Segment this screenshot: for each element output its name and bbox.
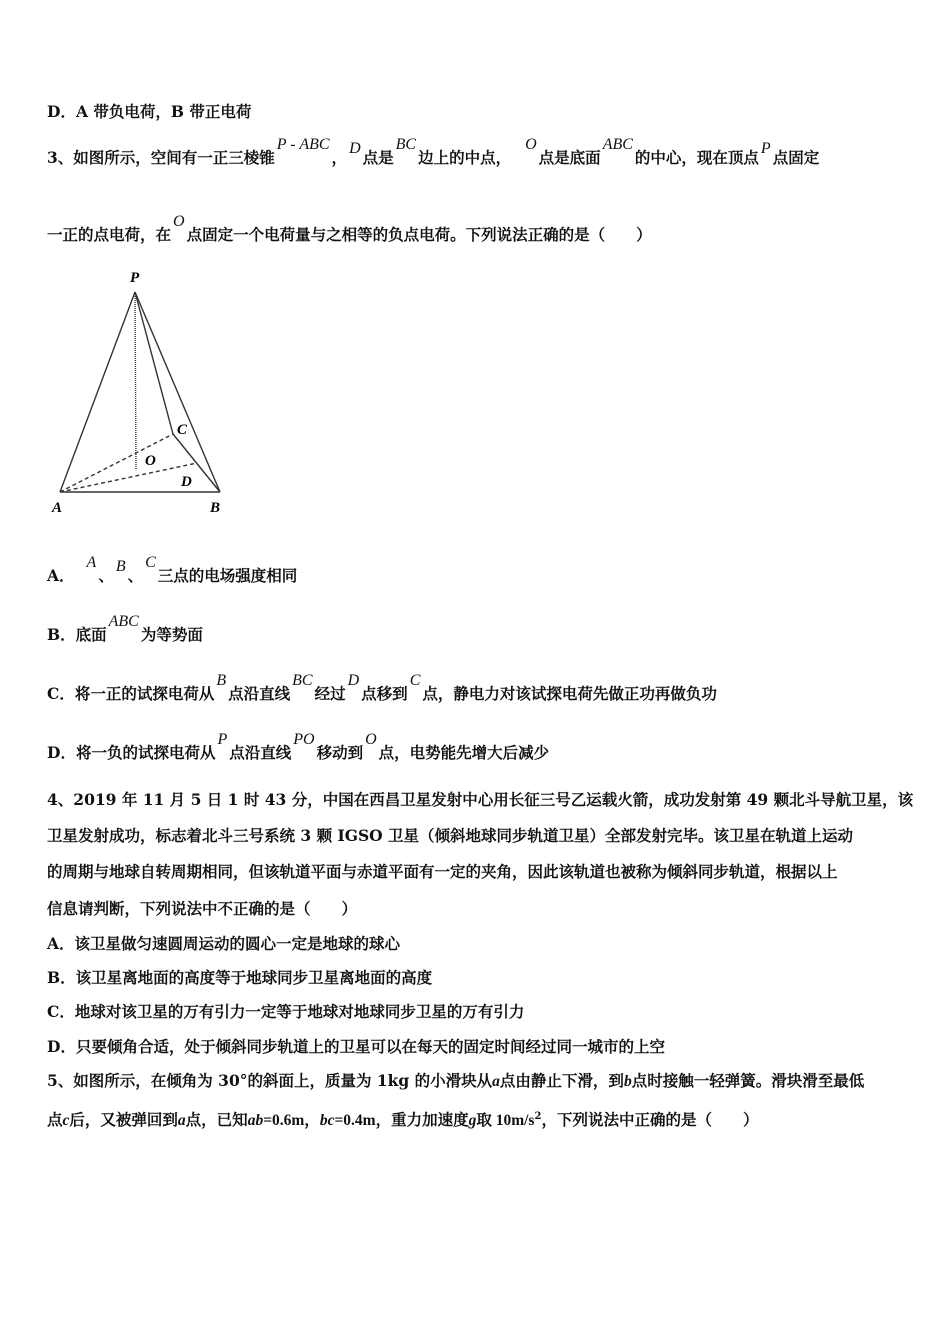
- text: 点，静电力对该试探电荷先做正功再做负功: [422, 684, 717, 703]
- math-ABC: ABC: [602, 136, 633, 153]
- height-PO: [135, 292, 136, 470]
- text: 点: [47, 1110, 63, 1130]
- text: 边上的中点，: [418, 148, 512, 167]
- q3-option-c: [47, 672, 717, 705]
- label-A: A: [52, 500, 63, 516]
- text: 点由静止下滑，到: [499, 1071, 624, 1090]
- text: =0.4m，重力加速度: [334, 1112, 469, 1130]
- q4-option-c: C．地球对该卫星的万有引力一定等于地球对地球同步卫星的万有引力: [47, 1002, 525, 1021]
- math-ABC: ABC: [108, 613, 139, 630]
- text: 后，又被弹回到: [69, 1110, 178, 1130]
- text: 取 10m/s: [476, 1112, 535, 1130]
- option-label: A．: [47, 566, 75, 585]
- pyramid-figure: [40, 262, 240, 522]
- q3-option-b: [47, 613, 203, 646]
- var-c: c: [62, 1112, 70, 1130]
- q3-option-a: [47, 554, 298, 587]
- q4-option-b: B．该卫星离地面的高度等于地球同步卫星离地面的高度: [47, 968, 433, 987]
- label-D: D: [181, 474, 192, 490]
- edge-PA: [60, 292, 135, 492]
- option-label: C．将一正的试探电荷从: [47, 684, 215, 703]
- text: 经过: [314, 684, 346, 703]
- math-D: D: [347, 672, 360, 689]
- text: 点时接触一轻弹簧。滑块滑至最低: [631, 1071, 865, 1090]
- math-O: O: [365, 731, 377, 748]
- var-a: a: [177, 1112, 186, 1130]
- math-O: O: [173, 213, 185, 230]
- label-P: P: [130, 270, 140, 286]
- math-B: B: [115, 558, 126, 575]
- var-a: a: [492, 1073, 500, 1090]
- var-ab: ab: [247, 1112, 264, 1130]
- label-O: O: [145, 453, 156, 469]
- text: 点，已知: [185, 1110, 248, 1130]
- option-label: D．将一负的试探电荷从: [47, 743, 216, 762]
- math-C: C: [409, 672, 421, 689]
- math-B: B: [216, 672, 227, 689]
- text: 点，电势能先增大后减少: [378, 743, 550, 762]
- text: 5、如图所示，在倾角为 30°的斜面上，质量为 1kg 的小滑块从: [47, 1071, 493, 1090]
- text: 、: [127, 566, 144, 585]
- text: 点沿直线: [228, 684, 291, 703]
- math-P: P: [217, 731, 228, 748]
- q4-line3: 的周期与地球自转周期相同，但该轨道平面与赤道平面有一定的夹角，因此该轨道也被称为倾斜同步轨道，根据以上: [47, 862, 838, 881]
- q3-stem-line1: [47, 136, 820, 169]
- label-B: B: [210, 500, 221, 516]
- text: 移动到: [316, 743, 364, 762]
- var-g: g: [468, 1112, 477, 1130]
- text: 点固定: [772, 148, 820, 167]
- edge-AC: [60, 434, 173, 492]
- text: =0.6m，: [263, 1112, 320, 1130]
- option-label: B．底面: [47, 625, 107, 644]
- q2-option-d: D．A 带负电荷，B 带正电荷: [47, 102, 252, 121]
- math-PO: PO: [293, 731, 315, 748]
- text: 点固定一个电荷量与之相等的负点电荷。下列说法正确的是（ ）: [186, 225, 652, 244]
- var-b: b: [623, 1073, 632, 1090]
- label-C: C: [177, 422, 188, 438]
- text: 为等势面: [140, 625, 203, 644]
- math-D: D: [349, 140, 361, 157]
- text: 、: [98, 566, 114, 585]
- math-BC: BC: [292, 672, 313, 689]
- q4-line2: 卫星发射成功，标志着北斗三号系统 3 颗 IGSO 卫星（倾斜地球同步轨道卫星）全部发射完毕。该卫星在轨道上运动: [47, 826, 854, 845]
- median-AD: [60, 463, 197, 492]
- q4-line4: 信息请判断，下列说法中不正确的是（ ）: [47, 899, 358, 918]
- q3-stem-line2: [47, 213, 652, 246]
- text: 点是: [362, 148, 394, 167]
- math-O: O: [525, 136, 537, 153]
- text: 的中心，现在顶点: [634, 148, 759, 167]
- comma: ，: [331, 148, 348, 167]
- math-A: A: [86, 554, 97, 571]
- math-BC: BC: [395, 136, 417, 153]
- math-pyramid: P - ABC: [276, 136, 330, 153]
- text: 点沿直线: [229, 743, 292, 762]
- q4-option-d: D．只要倾角合适，处于倾斜同步轨道上的卫星可以在每天的固定时间经过同一城市的上空: [47, 1037, 665, 1056]
- edge-PC: [135, 292, 173, 434]
- text: 三点的电场强度相同: [157, 566, 298, 585]
- text: 点移到: [361, 684, 408, 703]
- math-P: P: [760, 140, 771, 157]
- q3-option-d: [47, 731, 550, 764]
- text: 一正的点电荷，在: [47, 225, 172, 244]
- text: 点是底面: [538, 148, 601, 167]
- var-bc: bc: [319, 1112, 335, 1130]
- q5-line2: [47, 1107, 758, 1131]
- q4-option-a: A．该卫星做匀速圆周运动的圆心一定是地球的球心: [47, 934, 401, 953]
- q4-line1: 4、2019 年 11 月 5 日 1 时 43 分，中国在西昌卫星发射中心用长征三号乙运载火箭，成功发射第 49 颗北斗导航卫星，该: [47, 790, 914, 809]
- math-C: C: [145, 554, 156, 571]
- q3-stem-prefix: 3、如图所示，空间有一正三棱锥: [47, 148, 275, 167]
- text: ，下列说法中正确的是（ ）: [541, 1110, 759, 1130]
- superscript-2: 2: [534, 1111, 542, 1122]
- q5-line1: [47, 1071, 864, 1092]
